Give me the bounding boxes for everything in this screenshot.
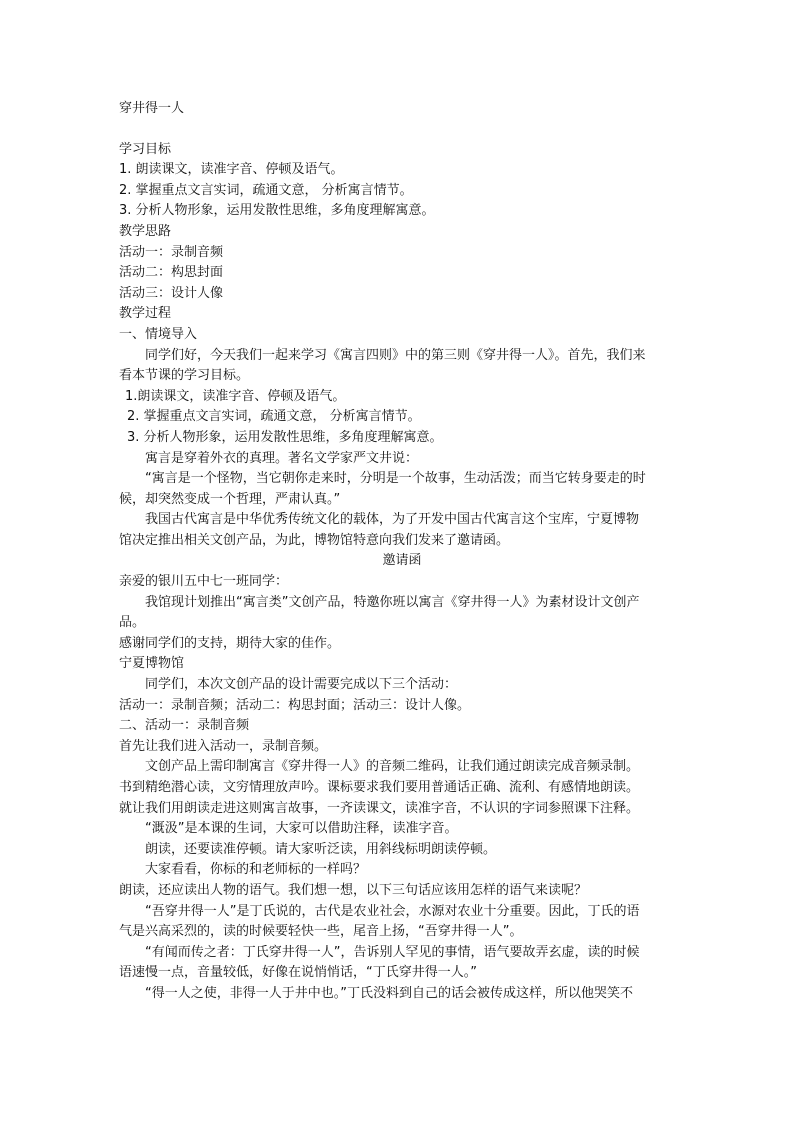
paragraph-line: 大家看看，你标的和老师标的一样吗？ bbox=[145, 862, 367, 878]
goal-item: 3. 分析人物形象，运用发散性思维，多角度理解寓意。 bbox=[119, 203, 435, 219]
invitation-thanks: 感谢同学们的支持，期待大家的佳作。 bbox=[119, 635, 341, 651]
invitation-body-line: 我馆现计划推出“寓言类”文创产品，特邀你班以寓言《穿井得一人》为素材设计文创产 bbox=[145, 594, 640, 610]
goal-item: 1. 朗读课文，读准字音、停顿及语气。 bbox=[119, 162, 344, 178]
invitation-greeting: 亲爱的银川五中七一班同学： bbox=[119, 574, 289, 590]
paragraph-line: 馆决定推出相关文创产品，为此，博物馆特意向我们发来了邀请函。 bbox=[119, 532, 510, 548]
paragraph-line: 我国古代寓言是中华优秀传统文化的载体，为了开发中国古代寓言这个宝库，宁夏博物 bbox=[145, 512, 640, 528]
paragraph-line: “得一人之使，非得一人于井中也。”丁氏没料到自己的话会被传成这样，所以他哭笑不 bbox=[145, 985, 633, 1001]
invitation-title: 邀请函 bbox=[382, 553, 422, 569]
paragraph-line: “有闻而传之者：丁氏穿井得一人”，告诉别人罕见的事情，语气要故弄玄虚，读的时候 bbox=[145, 944, 640, 960]
document-body bbox=[119, 99, 685, 1005]
goal-item: 1.朗读课文，读准字音、停顿及语气。 bbox=[125, 388, 346, 404]
activity-item: 活动二：构思封面 bbox=[119, 265, 224, 281]
activity-item: 活动一：录制音频 bbox=[119, 244, 224, 260]
paragraph-line: 气是兴高采烈的，读的时候要轻快一些，尾音上扬，“吾穿井得一人”。 bbox=[119, 924, 523, 940]
quote-line: 候，却突然变成一个哲理，严肃认真。” bbox=[119, 491, 341, 507]
paragraph-line: 看本节课的学习目标。 bbox=[119, 368, 250, 384]
paragraph-line: 朗读，还应读出人物的语气。我们想一想，以下三句话应该用怎样的语气来读呢？ bbox=[119, 882, 588, 898]
activity-item: 活动三：设计人像 bbox=[119, 285, 224, 301]
quote-line: “寓言是一个怪物，当它朝你走来时，分明是一个故事，生动活泼；而当它转身要走的时 bbox=[145, 471, 646, 487]
invitation-body-line: 品。 bbox=[119, 615, 146, 631]
goal-item: 2. 掌握重点文言实词，疏通文意， 分析寓言情节。 bbox=[127, 409, 421, 425]
paragraph-line: 语速慢一点，音量较低，好像在说悄悄话，“丁氏穿井得一人。” bbox=[119, 965, 477, 981]
paragraph-line: 首先让我们进入活动一，录制音频。 bbox=[119, 738, 328, 754]
section-heading: 二、活动一：录制音频 bbox=[119, 718, 250, 734]
goal-item: 2. 掌握重点文言实词，疏通文意， 分析寓言情节。 bbox=[119, 182, 413, 198]
paragraph-line: 同学们，本次文创产品的设计需要完成以下三个活动： bbox=[145, 677, 458, 693]
paragraph-line: “吾穿井得一人”是丁氏说的，古代是农业社会，水源对农业十分重要。因此，丁氏的语 bbox=[145, 903, 640, 919]
invitation-signature: 宁夏博物馆 bbox=[119, 656, 185, 672]
paragraph-line: 同学们好，今天我们一起来学习《寓言四则》中的第三则《穿井得一人》。首先，我们来 bbox=[145, 347, 646, 363]
paragraph-line: 朗读，还要读准停顿。请大家听泛读，用斜线标明朗读停顿。 bbox=[145, 841, 497, 857]
process-heading: 教学过程 bbox=[119, 306, 172, 322]
paragraph-line: 书到精绝潜心读，文穷情理放声吟。课标要求我们要用普通话正确、流利、有感情地朗读。 bbox=[119, 780, 640, 795]
paragraph-line: 寓言是穿着外衣的真理。著名文学家严文井说： bbox=[145, 450, 419, 466]
paragraph-line: 就让我们用朗读走进这则寓言故事，一齐读课文，读准字音，不认识的字词参照课下注释。 bbox=[119, 800, 640, 816]
page-title: 穿井得一人 bbox=[119, 101, 185, 116]
section-heading: 一、情境导入 bbox=[119, 326, 198, 342]
goal-item: 3. 分析人物形象，运用发散性思维，多角度理解寓意。 bbox=[127, 429, 443, 445]
paragraph-line: 文创产品上需印制寓言《穿井得一人》的音频二维码，让我们通过朗读完成音频录制。 bbox=[145, 759, 640, 775]
goals-heading: 学习目标 bbox=[119, 141, 172, 157]
paragraph-line: 活动一：录制音频；活动二：构思封面；活动三：设计人像。 bbox=[119, 697, 471, 713]
ideas-heading: 教学思路 bbox=[119, 223, 172, 239]
paragraph-line: “溉汲”是本课的生词，大家可以借助注释，读准字音。 bbox=[145, 821, 458, 837]
